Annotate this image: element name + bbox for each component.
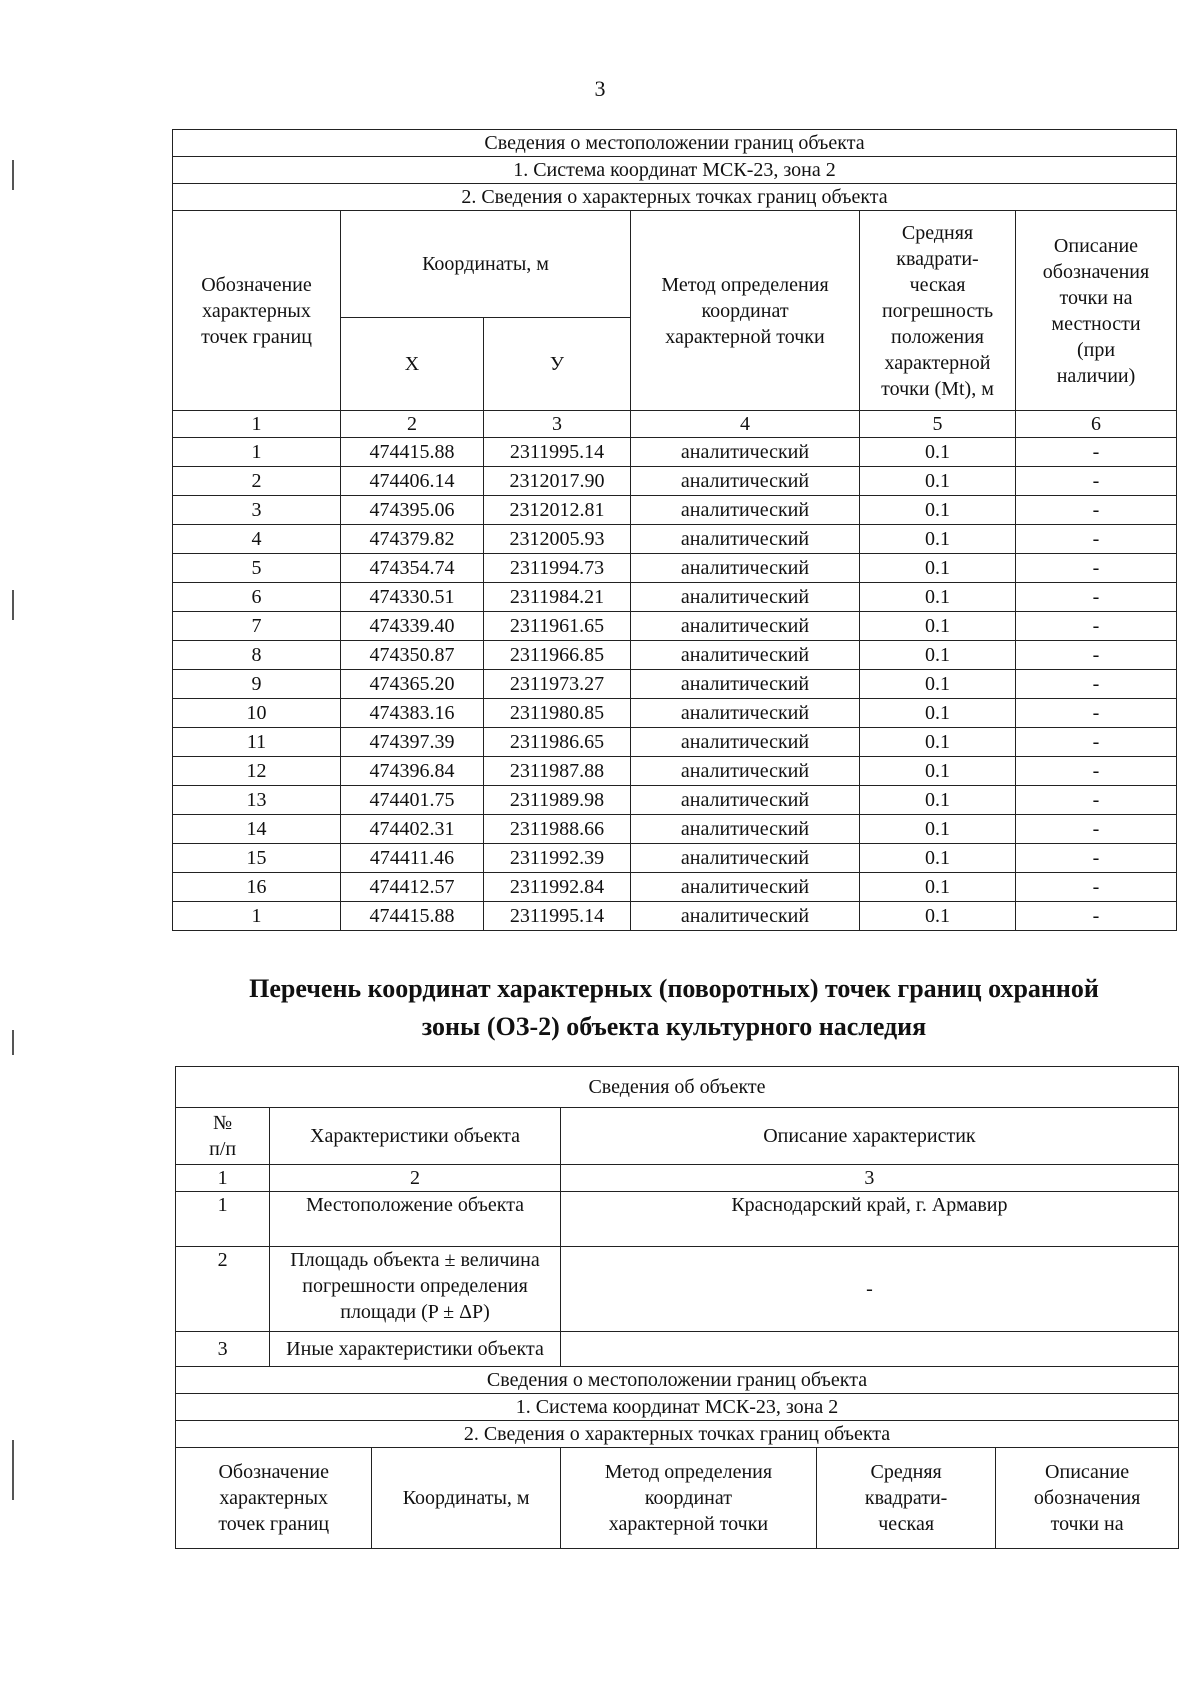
coord-y: 2311986.65 [484, 728, 631, 757]
method: аналитический [631, 728, 860, 757]
method: аналитический [631, 699, 860, 728]
method: аналитический [631, 670, 860, 699]
table-row [173, 902, 1177, 931]
header-coordinates: Координаты, м [372, 1448, 560, 1549]
description: - [1016, 757, 1177, 786]
table-row [173, 670, 1177, 699]
accuracy: 0.1 [860, 728, 1016, 757]
row-value: - [560, 1247, 1178, 1332]
point-id: 2 [173, 467, 341, 496]
row-value: Краснодарский край, г. Армавир [560, 1192, 1178, 1247]
coord-x: 474354.74 [341, 554, 484, 583]
column-number: 5 [860, 411, 1016, 438]
scan-margin-mark [12, 590, 14, 620]
coord-x: 474365.20 [341, 670, 484, 699]
scan-margin-mark [12, 1440, 14, 1500]
table-row [173, 786, 1177, 815]
method: аналитический [631, 757, 860, 786]
coordinate-system: 1. Система координат МСК-23, зона 2 [176, 1394, 1179, 1421]
table-row [176, 1332, 1179, 1367]
point-id: 6 [173, 583, 341, 612]
section-heading-line: Перечень координат характерных (поворотных) точек границ охранной [249, 974, 1099, 1003]
coord-y: 2311966.85 [484, 641, 631, 670]
coord-x: 474395.06 [341, 496, 484, 525]
column-numbers-row [173, 411, 1177, 438]
coord-x: 474396.84 [341, 757, 484, 786]
description: - [1016, 467, 1177, 496]
table-row [173, 438, 1177, 467]
table-row [176, 1247, 1179, 1332]
point-id: 5 [173, 554, 341, 583]
method: аналитический [631, 583, 860, 612]
coord-y: 2311994.73 [484, 554, 631, 583]
accuracy: 0.1 [860, 815, 1016, 844]
point-id: 4 [173, 525, 341, 554]
table-row [173, 757, 1177, 786]
table-row [173, 641, 1177, 670]
boundary-points-table [172, 129, 1177, 931]
method: аналитический [631, 815, 860, 844]
point-id: 14 [173, 815, 341, 844]
description: - [1016, 496, 1177, 525]
page-number: 3 [594, 76, 606, 101]
header-characteristics: Характеристики объекта [270, 1108, 561, 1165]
table-row [173, 699, 1177, 728]
point-id: 7 [173, 612, 341, 641]
method: аналитический [631, 844, 860, 873]
description: - [1016, 902, 1177, 931]
point-id: 1 [173, 902, 341, 931]
header-num: № п/п [176, 1108, 270, 1165]
accuracy: 0.1 [860, 757, 1016, 786]
table-row [176, 1192, 1179, 1247]
header-coordinates: Координаты, м [341, 211, 631, 318]
accuracy: 0.1 [860, 583, 1016, 612]
point-id: 12 [173, 757, 341, 786]
row-characteristic: Площадь объекта ± величина погрешности определения площади (P ± ΔP) [270, 1247, 561, 1332]
table-row [173, 844, 1177, 873]
row-number: 2 [176, 1247, 270, 1332]
description: - [1016, 728, 1177, 757]
header-method: Метод определения координат характерной точки [631, 211, 860, 411]
coord-x: 474415.88 [341, 902, 484, 931]
row-characteristic: Местоположение объекта [270, 1192, 561, 1247]
coord-y: 2312012.81 [484, 496, 631, 525]
point-id: 1 [173, 438, 341, 467]
coord-x: 474379.82 [341, 525, 484, 554]
column-number: 4 [631, 411, 860, 438]
section-heading-line: зоны (ОЗ-2) объекта культурного наследия [421, 1012, 927, 1041]
coord-x: 474412.57 [341, 873, 484, 902]
point-id: 10 [173, 699, 341, 728]
point-id: 8 [173, 641, 341, 670]
method: аналитический [631, 438, 860, 467]
accuracy: 0.1 [860, 554, 1016, 583]
coord-y: 2311961.65 [484, 612, 631, 641]
coord-y: 2311995.14 [484, 902, 631, 931]
coord-x: 474383.16 [341, 699, 484, 728]
coord-y: 2311995.14 [484, 438, 631, 467]
coord-y: 2311980.85 [484, 699, 631, 728]
coord-x: 474401.75 [341, 786, 484, 815]
header-accuracy: Средняя квадрати- ческая погрешность положения характерной точки (Mt), м [860, 211, 1016, 411]
table-title: Сведения о местоположении границ объекта [173, 130, 1177, 157]
method: аналитический [631, 786, 860, 815]
accuracy: 0.1 [860, 467, 1016, 496]
method: аналитический [631, 612, 860, 641]
coord-y: 2311984.21 [484, 583, 631, 612]
accuracy: 0.1 [860, 786, 1016, 815]
table-row [173, 612, 1177, 641]
description: - [1016, 641, 1177, 670]
points-title: 2. Сведения о характерных точках границ объекта [176, 1421, 1179, 1448]
accuracy: 0.1 [860, 844, 1016, 873]
description: - [1016, 815, 1177, 844]
coord-x: 474415.88 [341, 438, 484, 467]
accuracy: 0.1 [860, 699, 1016, 728]
method: аналитический [631, 641, 860, 670]
method: аналитический [631, 902, 860, 931]
row-value [560, 1332, 1178, 1367]
description: - [1016, 525, 1177, 554]
coord-x: 474350.87 [341, 641, 484, 670]
column-number: 3 [484, 411, 631, 438]
column-number: 2 [270, 1165, 561, 1192]
point-id: 9 [173, 670, 341, 699]
object-info-table [175, 1066, 1179, 1549]
accuracy: 0.1 [860, 496, 1016, 525]
point-id: 3 [173, 496, 341, 525]
point-id: 15 [173, 844, 341, 873]
column-number: 1 [173, 411, 341, 438]
method: аналитический [631, 467, 860, 496]
table-row [173, 467, 1177, 496]
scan-margin-mark [12, 160, 14, 190]
coord-y: 2311989.98 [484, 786, 631, 815]
method: аналитический [631, 873, 860, 902]
table-row [173, 525, 1177, 554]
coord-y: 2311973.27 [484, 670, 631, 699]
object-info-title: Сведения об объекте [176, 1067, 1179, 1108]
coord-x: 474406.14 [341, 467, 484, 496]
point-id: 13 [173, 786, 341, 815]
column-number: 3 [560, 1165, 1178, 1192]
coord-y: 2311988.66 [484, 815, 631, 844]
description: - [1016, 699, 1177, 728]
column-number: 2 [341, 411, 484, 438]
coord-y: 2311992.84 [484, 873, 631, 902]
table-row [173, 554, 1177, 583]
header-characteristics-description: Описание характеристик [560, 1108, 1178, 1165]
coord-x: 474397.39 [341, 728, 484, 757]
accuracy: 0.1 [860, 438, 1016, 467]
table-row [173, 728, 1177, 757]
coord-y: 2311992.39 [484, 844, 631, 873]
row-number: 3 [176, 1332, 270, 1367]
description: - [1016, 554, 1177, 583]
accuracy: 0.1 [860, 641, 1016, 670]
description: - [1016, 873, 1177, 902]
description: - [1016, 844, 1177, 873]
point-id: 11 [173, 728, 341, 757]
accuracy: 0.1 [860, 612, 1016, 641]
method: аналитический [631, 525, 860, 554]
accuracy: 0.1 [860, 525, 1016, 554]
description: - [1016, 438, 1177, 467]
accuracy: 0.1 [860, 670, 1016, 699]
row-characteristic: Иные характеристики объекта [270, 1332, 561, 1367]
coordinate-system: 1. Система координат МСК-23, зона 2 [173, 157, 1177, 184]
coord-y: 2311987.88 [484, 757, 631, 786]
row-number: 1 [176, 1192, 270, 1247]
accuracy: 0.1 [860, 902, 1016, 931]
accuracy: 0.1 [860, 873, 1016, 902]
table-row [173, 873, 1177, 902]
coord-y: 2312017.90 [484, 467, 631, 496]
table-row [173, 496, 1177, 525]
header-description: Описание обозначения точки на местности (при наличии) [1016, 211, 1177, 411]
column-number: 6 [1016, 411, 1177, 438]
column-number: 1 [176, 1165, 270, 1192]
header-method: Метод определения координат характерной точки [560, 1448, 816, 1549]
header-description: Описание обозначения точки на [996, 1448, 1179, 1549]
header-x: X [341, 318, 484, 411]
coord-y: 2312005.93 [484, 525, 631, 554]
description: - [1016, 612, 1177, 641]
description: - [1016, 583, 1177, 612]
header-y: У [484, 318, 631, 411]
scan-margin-mark [12, 1030, 14, 1055]
method: аналитический [631, 554, 860, 583]
table-row [173, 815, 1177, 844]
table-row [173, 583, 1177, 612]
section-heading [172, 970, 1176, 1046]
header-accuracy: Средняя квадрати- ческая [817, 1448, 996, 1549]
points-title: 2. Сведения о характерных точках границ объекта [173, 184, 1177, 211]
coord-x: 474411.46 [341, 844, 484, 873]
description: - [1016, 670, 1177, 699]
coord-x: 474402.31 [341, 815, 484, 844]
description: - [1016, 786, 1177, 815]
coord-x: 474330.51 [341, 583, 484, 612]
method: аналитический [631, 496, 860, 525]
coord-x: 474339.40 [341, 612, 484, 641]
header-designation: Обозначение характерных точек границ [173, 211, 341, 411]
header-designation: Обозначение характерных точек границ [176, 1448, 372, 1549]
point-id: 16 [173, 873, 341, 902]
location-title: Сведения о местоположении границ объекта [176, 1367, 1179, 1394]
